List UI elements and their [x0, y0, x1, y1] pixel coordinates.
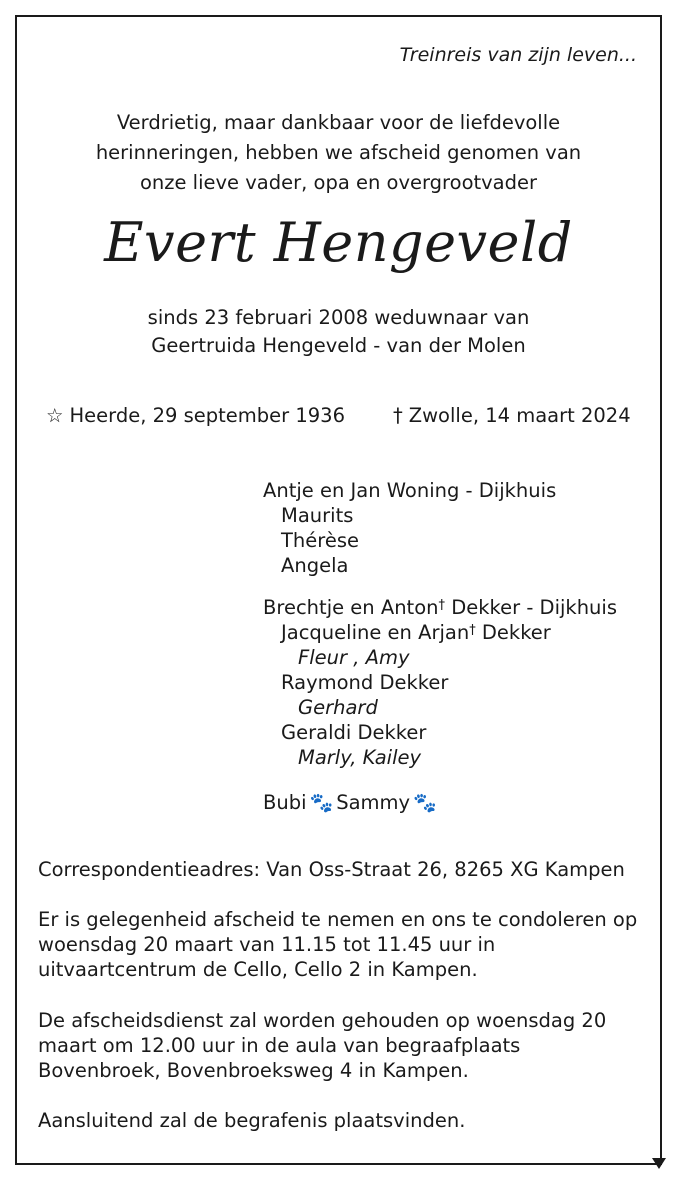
widower-line: sinds 23 februari 2008 weduwnaar van — [147, 306, 530, 329]
child: Raymond Dekker — [281, 671, 449, 694]
paw-icon: 🐾 — [413, 792, 437, 814]
grandchildren: Gerhard — [298, 696, 378, 719]
deceased-name: Evert Hengeveld — [104, 211, 573, 274]
death-text: Zwolle, 14 maart 2024 — [408, 404, 631, 427]
pets — [263, 790, 617, 816]
family-head: Antje en Jan Woning - Dijkhuis — [263, 479, 557, 502]
pet-name: Sammy — [336, 791, 411, 814]
burial-info: Aansluitend zal de begrafenis plaatsvinden. — [38, 1109, 466, 1132]
intro-line: herinneringen, hebben we afscheid genomen van — [95, 141, 582, 164]
widower-text — [0, 304, 677, 360]
family-list — [263, 478, 617, 816]
grandchildren: Fleur , Amy — [298, 646, 410, 669]
intro-line: Verdrietig, maar dankbaar voor de liefdevolle — [116, 111, 561, 134]
grandchildren: Marly, Kailey — [298, 746, 422, 769]
star-icon: ☆ — [46, 404, 64, 427]
cross-icon: † — [393, 404, 403, 427]
child: Geraldi Dekker — [281, 721, 427, 744]
correspondence-address: Correspondentieadres: Van Oss-Straat 26, 8265 XG Kampen — [38, 858, 625, 881]
motto: Treinreis van zijn leven... — [399, 44, 637, 66]
child: Thérèse — [281, 529, 360, 552]
paw-icon: 🐾 — [309, 792, 334, 814]
condolence-info: Er is gelegenheid afscheid te nemen en ons te condoleren op woensdag 20 maart van 11.15 tot 11.45 uur in uitvaartcentrum de Cello, Cello 2 in Kampen. — [38, 908, 638, 981]
death-info — [393, 403, 631, 428]
intro-line: onze lieve vader, opa en overgrootvader — [139, 171, 538, 194]
child: Jacqueline en Arjan† Dekker — [281, 621, 551, 644]
service-info: De afscheidsdienst zal worden gehouden op woensdag 20 maart om 12.00 uur in de aula van begraafplaats Bovenbroek, Bovenbroeksweg 4 in Kampen. — [38, 1009, 607, 1082]
birth-text: Heerde, 29 september 1936 — [69, 404, 345, 427]
child: Angela — [281, 554, 349, 577]
cross-icon: † — [438, 598, 445, 613]
family-head: Brechtje en Anton† Dekker - Dijkhuis — [263, 596, 617, 619]
birth-info — [46, 403, 345, 428]
pet-name: Bubi — [263, 791, 307, 814]
cross-icon: † — [469, 623, 476, 638]
continue-arrow-icon — [652, 1158, 666, 1169]
widower-line: Geertruida Hengeveld - van der Molen — [151, 334, 526, 357]
child: Maurits — [281, 504, 354, 527]
intro-text — [0, 108, 677, 198]
